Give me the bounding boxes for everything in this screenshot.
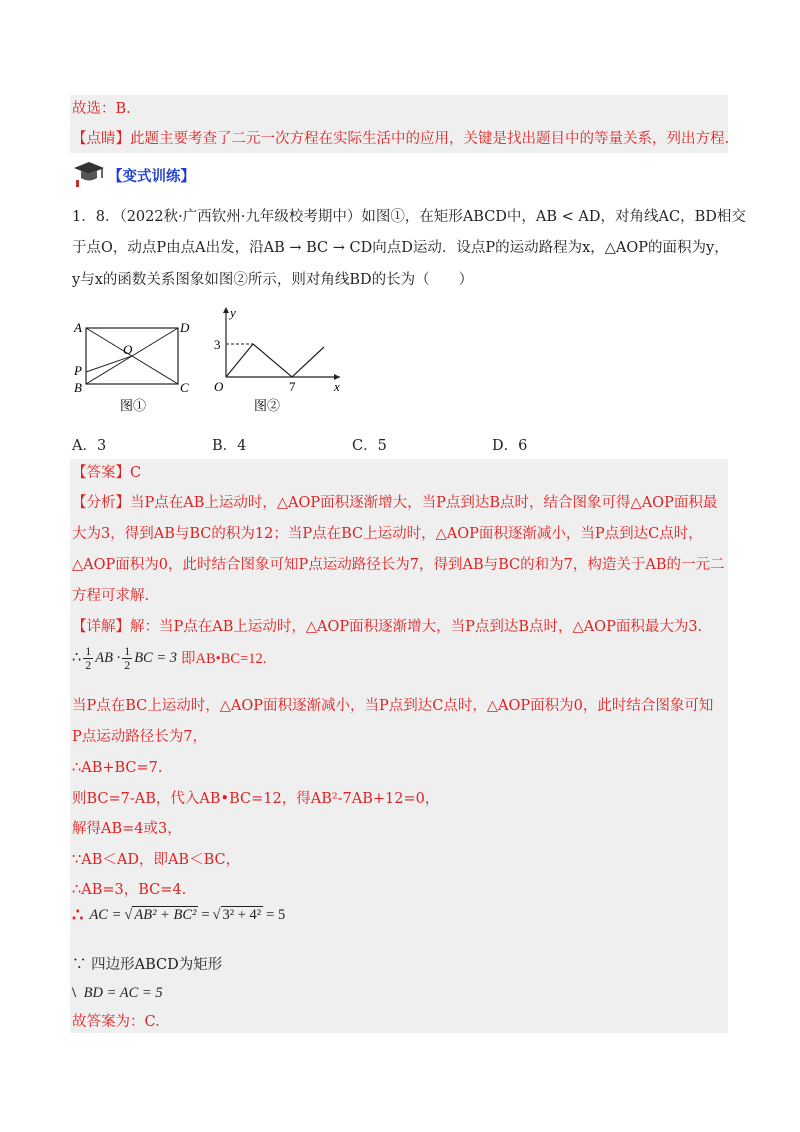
- step-line-1: ∴AB+BC=7.: [72, 760, 163, 776]
- axis-y-label: y: [230, 305, 236, 320]
- eq1-tail: 即AB•BC=12.: [181, 650, 267, 667]
- step-line-5: ∴AB=3，BC=4.: [72, 882, 187, 898]
- analysis-line-1: 【分析】当P点在AB上运动时，△AOP面积逐渐增大，当P点到达B点时，结合图象可得△AOP面积最: [72, 495, 718, 511]
- question-line-1: 1．8．（2022秋·广西钦州·九年级校考期中）如图①，在矩形ABCD中，AB < AD，对角线AC，BD相交: [72, 209, 746, 225]
- label-C: C: [180, 380, 189, 395]
- equation-1: ∴ $\frac{1}{2}$ AB · $\frac{1}{2}$ BC = 3 即AB•BC=12.: [72, 644, 267, 672]
- label-D: D: [180, 320, 190, 335]
- analysis-line-2: 大为3，得到AB与BC的积为12；当P点在BC上运动时，△AOP面积逐渐减小，当P点到达C点时，: [72, 526, 703, 542]
- top-line-1: 故选：B.: [72, 101, 131, 117]
- option-b: B．4: [212, 438, 247, 454]
- section-title: 【变式训练】: [108, 168, 195, 185]
- detail-line-1: 【详解】解：当P点在AB上运动时，△AOP面积逐渐增大，当P点到达B点时，△AOP面积最大为3.: [72, 619, 703, 635]
- y-tick-3: 3: [214, 337, 221, 352]
- fraction-half-2: $\frac{1}{2}$: [124, 644, 131, 672]
- step-line-6: ∵ 四边形ABCD为矩形: [72, 957, 223, 973]
- analysis-line-4: 方程可求解.: [72, 588, 150, 604]
- axis-x-label: x: [334, 379, 340, 394]
- label-A: A: [74, 320, 82, 335]
- therefore-dots: ∴: [72, 905, 84, 925]
- detail-line-3: P点运动路径长为7，: [72, 729, 207, 745]
- therefore-symbol: ∴: [72, 650, 82, 666]
- step-line-2: 则BC=7-AB，代入AB•BC=12，得AB²-7AB+12=0，: [72, 791, 440, 807]
- question-line-3: y与x的函数关系图象如图②所示，则对角线BD的长为（ ）: [72, 272, 474, 288]
- figure-1-rectangle: [72, 318, 192, 418]
- question-line-2: 于点O，动点P由点A出发，沿AB → BC → CD向点D运动．设点P的运动路程为x，△AOP的面积为y，: [72, 240, 729, 256]
- detail-line-2: 当P点在BC上运动时，△AOP面积逐渐减小，当P点到达C点时，△AOP面积为0，此时结合图象可知: [72, 698, 714, 714]
- figure-2-caption: 图②: [254, 399, 281, 414]
- answer-line: 【答案】C: [72, 465, 142, 481]
- figure-1-caption: 图①: [120, 399, 147, 414]
- equation-3: \ BD = AC = 5: [72, 985, 163, 1001]
- label-O: O: [123, 342, 133, 357]
- equation-2: ∴ AC = √ AB² + BC² = √ 3² + 4² = 5: [72, 905, 286, 925]
- step-line-3: 解得AB=4或3，: [72, 821, 182, 837]
- top-line-2: 【点睛】此题主要考查了二元一次方程在实际生活中的应用，关键是找出题目中的等量关系，列出方程.: [72, 131, 730, 147]
- x-tick-7: 7: [289, 379, 296, 394]
- label-P: P: [74, 363, 82, 378]
- final-answer-line: 故答案为：C.: [72, 1014, 160, 1030]
- analysis-line-3: △AOP面积为0，此时结合图象可知P点运动路径长为7，得到AB与BC的和为7，构造关于AB的一元二: [72, 557, 725, 573]
- fraction-half-1: $\frac{1}{2}$: [85, 644, 92, 672]
- step-line-4: ∵AB＜AD，即AB＜BC，: [72, 852, 241, 868]
- option-d: D．6: [492, 438, 528, 454]
- graduation-cap-icon: [72, 158, 106, 188]
- option-c: C．5: [352, 438, 387, 454]
- origin-label: O: [214, 379, 224, 394]
- label-B: B: [74, 380, 82, 395]
- figure-2-graph: [206, 303, 346, 418]
- option-a: A．3: [72, 438, 107, 454]
